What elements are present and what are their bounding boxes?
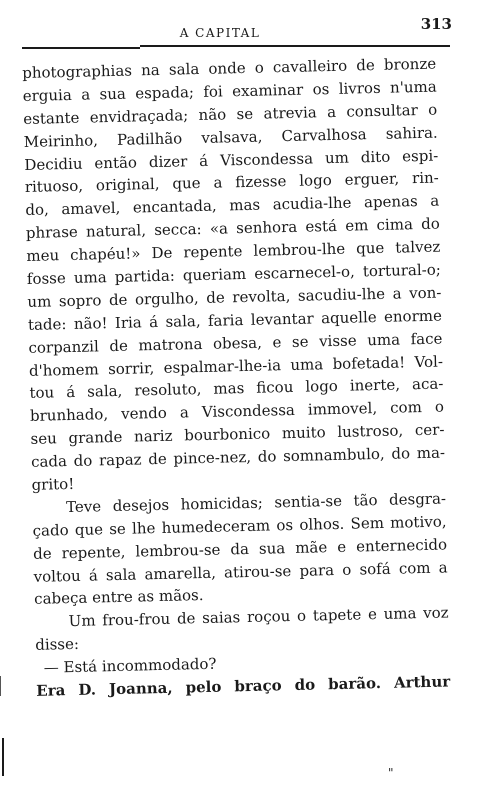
text-line: Meirinho, Padilhão valsava, Carvalhosa sahira. [23, 123, 438, 151]
footer-mark: " [388, 766, 394, 780]
page-number: 313 [420, 15, 452, 33]
text-line: erguia a sua espada; foi examinar os livros n'uma [22, 77, 437, 105]
text-line: tade: não! Iria á sala, faria levantar aquelle enorme [27, 306, 443, 334]
text-line: fosse uma partida: queriam escarnecel-o, tortural-o; [26, 260, 442, 288]
text-line: Um frou-frou de saias roçou o tapete e uma voz [68, 603, 449, 631]
text-line: Teve desejos homicidas; sentia-se tão desgra- [65, 489, 447, 517]
text-line: photographias na sala onde o cavalleiro de bronze [22, 54, 437, 82]
text-line: Era D. Joanna, pelo braço do barão. Arthur [36, 672, 451, 700]
text-line: cabeça entre as mãos. [33, 586, 204, 609]
text-line: meu chapéu!» De repente lembrou-lhe que talvez [26, 237, 441, 266]
text-line: brunhado, vendo a Viscondessa immovel, com o [29, 397, 445, 426]
text-line: — Está incommodado? [43, 654, 217, 677]
text-line: disse: [35, 635, 80, 655]
text-line: corpanzil de matrona obesa, e se visse uma face [28, 329, 443, 357]
text-line: um sopro de orgulho, de revolta, sacudiu-lhe a von- [27, 283, 442, 311]
header-rule-left [22, 47, 140, 49]
text-line: çado que se lhe humedeceram os olhos. Sem motivo, [32, 512, 447, 540]
text-line: de repente, lembrou-se da sua mãe e enternecido [32, 535, 448, 563]
text-line: voltou á sala amarella, atirou-se para o sofá com a [33, 558, 448, 586]
margin-tick-mark [0, 676, 1, 696]
text-line: seu grande nariz bourbonico muito lustroso, cer- [30, 420, 445, 449]
margin-binding-mark [2, 738, 4, 776]
header-rule-right [140, 45, 450, 47]
text-line: estante envidraçada; não se atrevia a consultar o [23, 100, 438, 128]
page-header [22, 12, 452, 52]
running-title: A CAPITAL [179, 26, 261, 40]
text-line: grito! [31, 474, 75, 494]
text-line: Decidiu então dizer á Viscondessa um dito espi- [24, 146, 439, 174]
text-line: rituoso, original, que a fizesse logo erguer, rin- [24, 169, 439, 197]
text-line: tou á sala, resoluto, mas ficou logo inerte, aca- [29, 374, 444, 403]
text-line: cada do rapaz de pince-nez, do somnambulo, do ma- [30, 443, 446, 472]
body-text [22, 53, 450, 703]
text-line: do, amavel, encantada, mas acudia-lhe apenas a [25, 191, 440, 220]
text-line: d'homem sorrir, espalmar-lhe-ia uma bofetada! Vol- [28, 352, 444, 380]
text-line: phrase natural, secca: «a senhora está em cima do [25, 214, 440, 243]
